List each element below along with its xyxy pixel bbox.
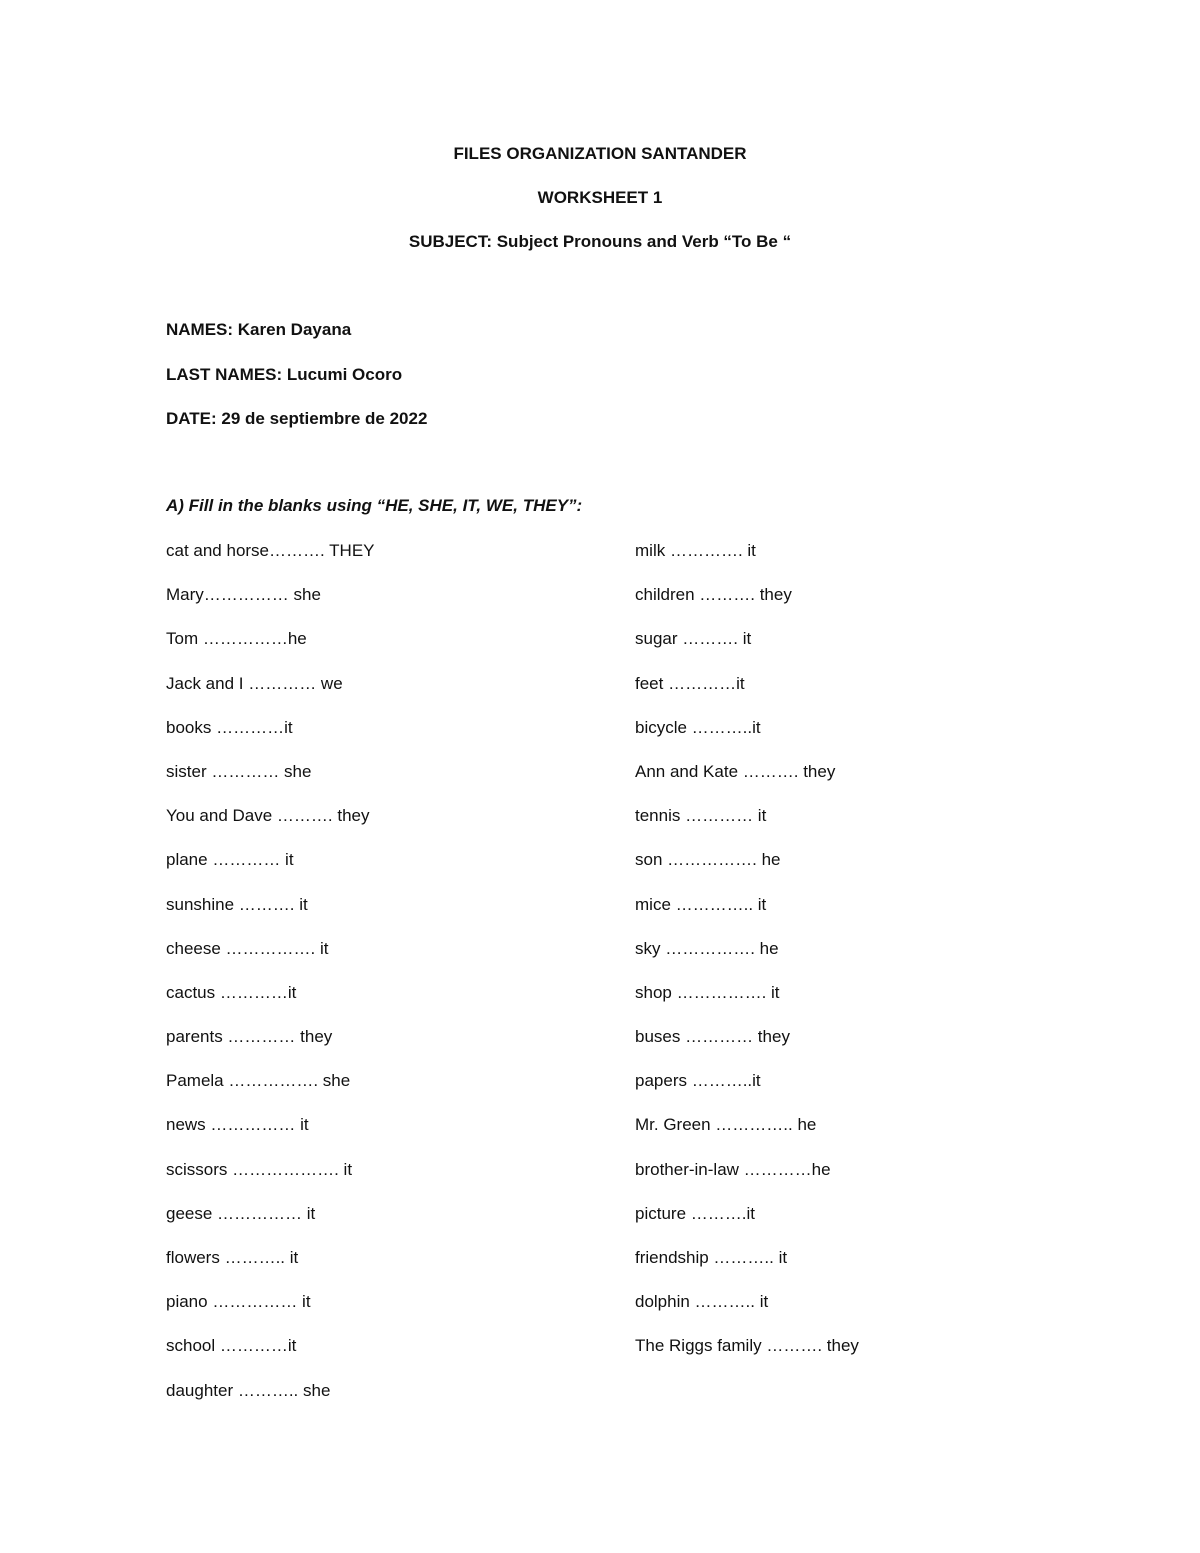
exercise-item: children ………. they bbox=[635, 585, 792, 605]
exercise-item: sugar ………. it bbox=[635, 629, 752, 649]
exercise-item: books …………it bbox=[166, 717, 293, 737]
exercise-item: geese …………… it bbox=[166, 1203, 316, 1223]
exercise-item: scissors ………………. it bbox=[166, 1159, 353, 1179]
exercise-item: papers ………..it bbox=[635, 1071, 761, 1091]
exercise-item: milk …………. it bbox=[635, 541, 756, 560]
exercise-item: cat and horse………. THEY bbox=[166, 541, 375, 560]
exercise-item: picture ……….it bbox=[635, 1203, 755, 1223]
exercise-item: buses ………… they bbox=[635, 1027, 790, 1047]
exercise-item: Mary…………… she bbox=[166, 585, 321, 605]
exercise-item: shop ……………. it bbox=[635, 982, 780, 1002]
worksheet-number: WORKSHEET 1 bbox=[537, 188, 663, 207]
exercise-item: You and Dave ………. they bbox=[166, 806, 370, 826]
exercise-item: Tom ……………he bbox=[166, 629, 307, 649]
worksheet-subject: SUBJECT: Subject Pronouns and Verb “To Be “ bbox=[408, 232, 792, 251]
student-last-names: LAST NAMES: Lucumi Ocoro bbox=[166, 365, 403, 384]
exercise-item: sunshine ………. it bbox=[166, 894, 308, 914]
exercise-item: daughter ……….. she bbox=[166, 1380, 331, 1400]
exercise-item: news …………… it bbox=[166, 1115, 309, 1135]
exercise-item: mice ………….. it bbox=[635, 894, 767, 914]
exercise-item: Pamela ……………. she bbox=[166, 1071, 351, 1091]
exercise-right-column bbox=[635, 540, 859, 1380]
exercise-item: school …………it bbox=[166, 1336, 297, 1356]
exercise-item: Mr. Green ………….. he bbox=[635, 1115, 817, 1135]
exercise-item: tennis ………… it bbox=[635, 806, 767, 826]
exercise-item: flowers ……….. it bbox=[166, 1248, 299, 1267]
exercise-item: cactus …………it bbox=[166, 982, 297, 1002]
exercise-item: sister ………… she bbox=[166, 761, 312, 781]
worksheet-date: DATE: 29 de septiembre de 2022 bbox=[166, 409, 428, 428]
exercise-item: dolphin ……….. it bbox=[635, 1292, 769, 1312]
exercise-item: son ……………. he bbox=[635, 850, 781, 870]
exercise-item: cheese ……………. it bbox=[166, 938, 329, 958]
exercise-item: sky ……………. he bbox=[635, 938, 779, 958]
exercise-item: Ann and Kate ………. they bbox=[635, 761, 836, 781]
exercise-item: feet …………it bbox=[635, 673, 745, 693]
exercise-item: The Riggs family ………. they bbox=[635, 1336, 859, 1356]
student-names: NAMES: Karen Dayana bbox=[166, 320, 352, 339]
exercise-left-column bbox=[166, 540, 375, 1424]
exercise-item: plane ………… it bbox=[166, 850, 294, 870]
exercise-item: friendship ……….. it bbox=[635, 1248, 788, 1267]
exercise-item: brother-in-law …………he bbox=[635, 1159, 831, 1179]
exercise-item: Jack and I ………… we bbox=[166, 673, 343, 693]
exercise-instruction: A) Fill in the blanks using “HE, SHE, IT, WE, THEY”: bbox=[166, 496, 583, 515]
exercise-item: parents ………… they bbox=[166, 1027, 333, 1047]
exercise-item: bicycle ………..it bbox=[635, 717, 761, 737]
document-title: FILES ORGANIZATION SANTANDER bbox=[453, 144, 747, 163]
exercise-item: piano …………… it bbox=[166, 1292, 311, 1312]
